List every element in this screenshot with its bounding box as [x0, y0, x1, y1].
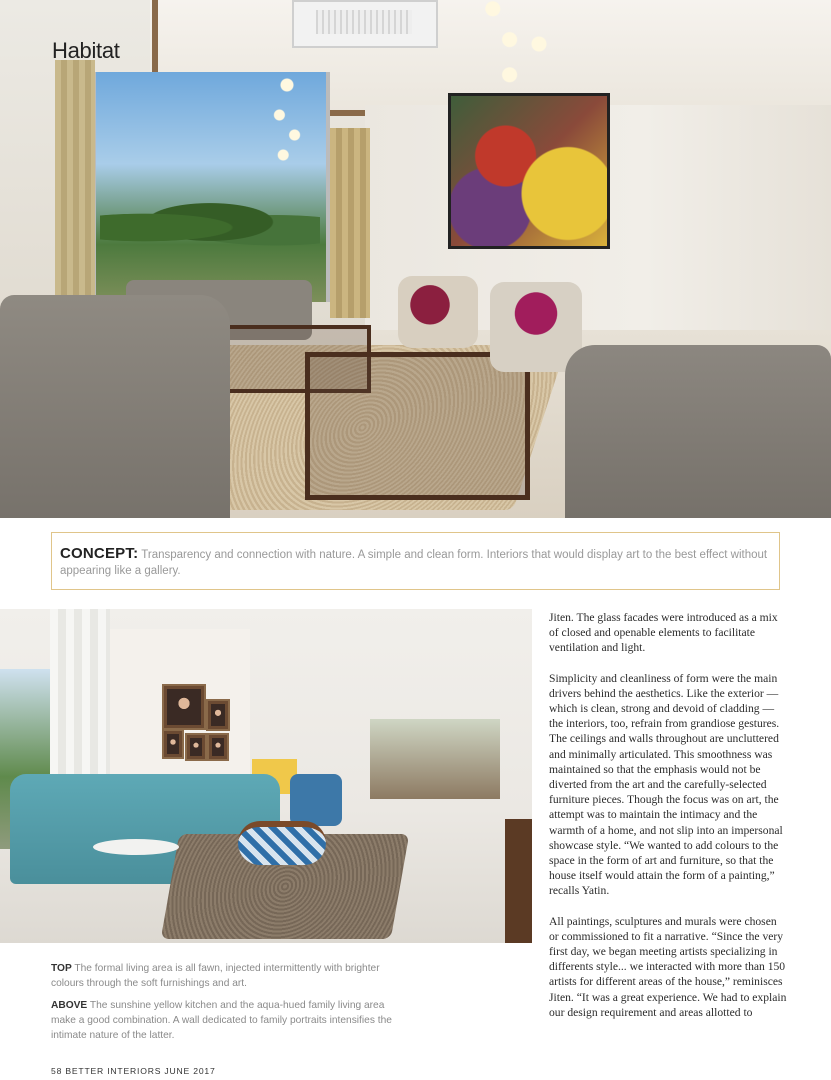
photo-captions — [51, 961, 411, 1050]
concept-text: Transparency and connection with nature. A simple and clean form. Interiors that would display art to the best effect without appearing like a gallery. — [60, 549, 768, 577]
side-table — [93, 839, 179, 855]
concept-box — [51, 532, 780, 590]
coffee-table-nest — [305, 352, 530, 500]
caption-label: TOP — [51, 963, 72, 974]
wood-cabinet — [505, 819, 532, 943]
caption-top — [51, 961, 411, 991]
chandelier — [268, 65, 306, 165]
caption-text: The sunshine yellow kitchen and the aqua-hued family living area make a good combination. A wall dedicated to family portraits intensifies the intimate nature of the latter. — [51, 1000, 392, 1041]
article-body — [549, 610, 789, 1035]
family-portrait — [207, 733, 229, 761]
family-portrait — [185, 733, 207, 761]
ac-unit — [292, 0, 438, 48]
wall-painting — [448, 93, 610, 249]
right-sofa — [565, 345, 831, 518]
caption-text: The formal living area is all fawn, injected intermittently with brighter colours through the soft furnishings and art. — [51, 963, 380, 989]
bp-coffee-table — [238, 821, 326, 865]
body-paragraph: All paintings, sculptures and murals were chosen or commissioned to fit a narrative. “Since the very first day, we began meeting artists specializing in differents style... we interacted with more than 150 artists for different areas of the house,” reminisces Jiten. “It was a great experience. We had to explain our design requirement and areas allotted to — [549, 914, 787, 1019]
concept-label: CONCEPT: — [60, 545, 139, 562]
dining-area — [370, 719, 500, 799]
living-room-photo — [0, 0, 831, 518]
caption-label: ABOVE — [51, 1000, 88, 1011]
family-living-photo — [0, 609, 532, 943]
family-portrait — [162, 729, 184, 759]
left-sofa — [0, 295, 230, 518]
accent-chair-1 — [398, 276, 478, 348]
family-portrait — [162, 684, 206, 730]
garden-trees — [100, 200, 320, 255]
curtain-right — [330, 128, 370, 318]
body-paragraph: Jiten. The glass facades were introduced as a mix of closed and openable elements to facilitate ventilation and light. — [549, 611, 778, 655]
section-label: Habitat — [52, 38, 120, 63]
pendant-light — [476, 0, 560, 88]
family-portrait — [206, 699, 230, 731]
body-paragraph: Simplicity and cleanliness of form were the main drivers behind the aesthetics. Like the exterior — which is clean, strong and devoid of cladding — the interiors, too, refrain from grandiose gestures. The ceilings and walls throughout are uncluttered and minimally articulated. This smoothness was maintained so that the emphasis would not be diverted from the art and the carefully-selected furniture pieces. Though the focus was on art, the attempt was to maintain the intimacy and the warmth of a home, and not slip into an impersonal showcase style. “We wanted to add colours to the space in the form of art and furniture, so that the house itself would attain the form of a painting,” recalls Yatin. — [549, 671, 783, 898]
caption-above — [51, 998, 411, 1043]
accent-chair-2 — [490, 282, 582, 372]
curtain-left — [55, 60, 95, 320]
page-footer: 58 BETTER INTERIORS JUNE 2017 — [51, 1066, 216, 1076]
blue-armchair — [290, 774, 342, 826]
